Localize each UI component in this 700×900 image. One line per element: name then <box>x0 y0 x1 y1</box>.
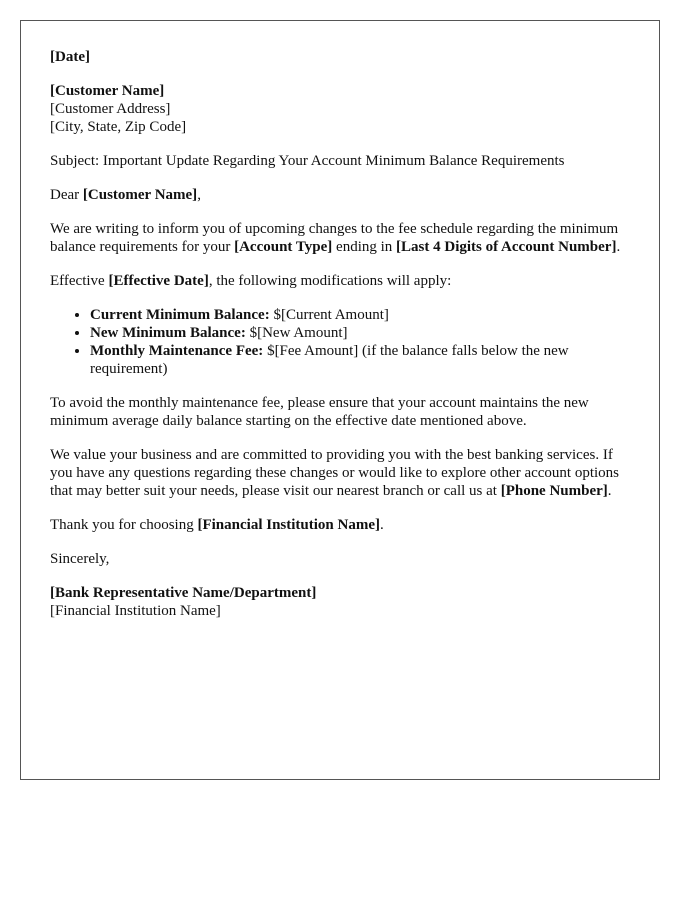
signature-block <box>50 584 630 620</box>
closing: Sincerely, <box>50 551 110 567</box>
recipient-name: [Customer Name] <box>50 83 165 99</box>
recipient-city-state-zip: [City, State, Zip Code] <box>50 119 187 135</box>
recipient-address: [Customer Address] <box>50 101 171 117</box>
account-type: [Account Type] <box>234 239 333 255</box>
phone-number: [Phone Number] <box>500 483 608 499</box>
greeting: Dear [Customer Name], <box>50 187 201 203</box>
signature-institution: [Financial Institution Name] <box>50 603 221 619</box>
subject-line: Subject: Important Update Regarding Your Account Minimum Balance Requirements <box>50 153 565 169</box>
changes-list <box>50 306 630 378</box>
letter-date: [Date] <box>50 49 90 65</box>
effective-paragraph: Effective [Effective Date], the following modifications will apply: <box>50 273 452 289</box>
recipient-block <box>50 82 630 136</box>
institution-name: [Financial Institution Name] <box>197 517 380 533</box>
effective-date: [Effective Date] <box>108 273 209 289</box>
intro-paragraph: We are writing to inform you of upcoming changes to the fee schedule regarding the minimum balance requirements for your [Account Type] ending in [Last 4 Digits of Account Number]. <box>50 221 621 255</box>
value-paragraph: We value your business and are committed to providing you with the best banking services. If you have any questions regarding these changes or would like to explore other account options that may better suit your needs, please visit our nearest branch or call us at [Phone Number]. <box>50 447 620 499</box>
signature-rep: [Bank Representative Name/Department] <box>50 585 317 601</box>
list-item: • Monthly Maintenance Fee: $[Fee Amount] (if the balance falls below the new requirement) <box>90 342 630 378</box>
list-item: • New Minimum Balance: $[New Amount] <box>90 324 630 342</box>
account-last4: [Last 4 Digits of Account Number] <box>396 239 617 255</box>
letter-page <box>20 20 660 780</box>
list-item: • Current Minimum Balance: $[Current Amount] <box>90 306 630 324</box>
thanks-paragraph: Thank you for choosing [Financial Institution Name]. <box>50 517 384 533</box>
avoid-fee-paragraph: To avoid the monthly maintenance fee, please ensure that your account maintains the new minimum average daily balance starting on the effective date mentioned above. <box>50 395 589 429</box>
